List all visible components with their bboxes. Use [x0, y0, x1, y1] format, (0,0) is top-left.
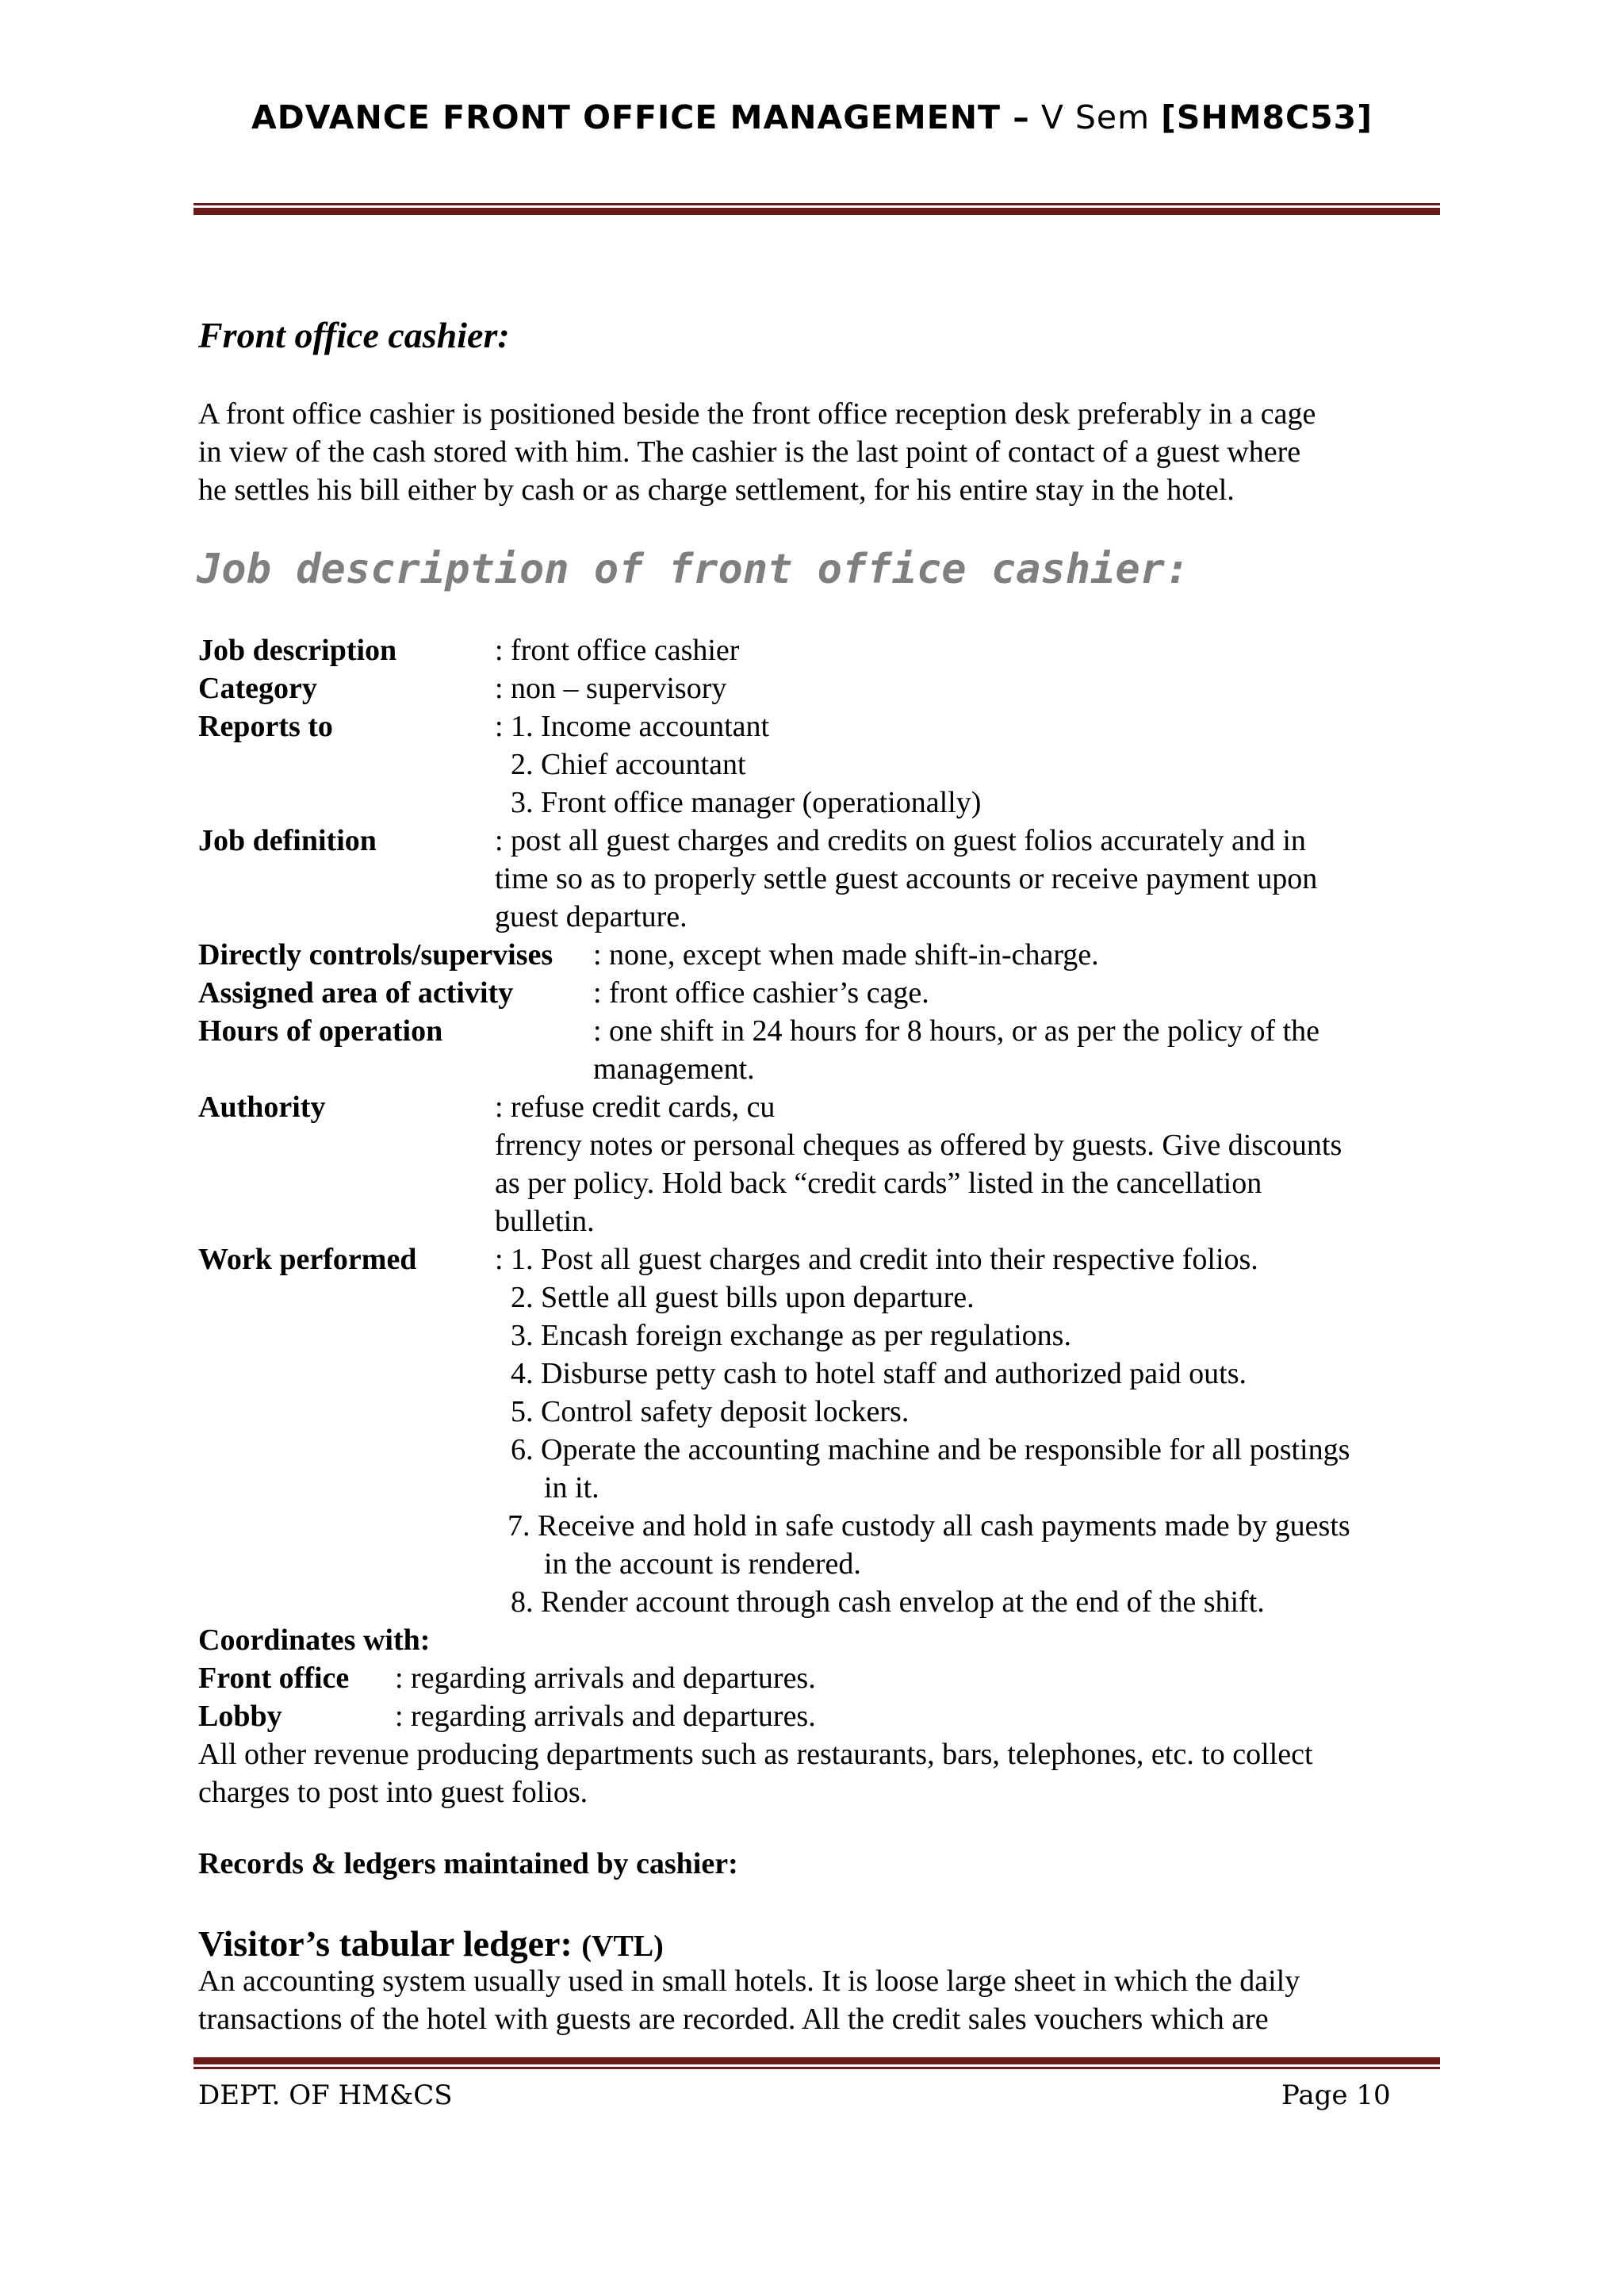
section-heading-front-office-cashier: Front office cashier: [198, 315, 510, 355]
paragraph-line: in view of the cash stored with him. The cashier is the last point of contact of a guest where [198, 435, 1301, 469]
label-job-description: Job description [198, 634, 397, 667]
work-item: 4. Disburse petty cash to hotel staff and authorized paid outs. [511, 1357, 1247, 1390]
value-directly-controls: : none, except when made shift-in-charge. [593, 938, 1099, 972]
work-item: 7. Receive and hold in safe custody all cash payments made by guests [508, 1509, 1350, 1543]
label-directly-controls: Directly controls/supervises [198, 938, 553, 972]
authority-line: bulletin. [495, 1205, 595, 1238]
value-category: : non – supervisory [495, 672, 727, 705]
label-authority: Authority [198, 1091, 326, 1124]
hours-line: : one shift in 24 hours for 8 hours, or as per the policy of the [593, 1014, 1320, 1048]
paragraph-line: he settles his bill either by cash or as charge settlement, for his entire stay in the hotel. [198, 473, 1235, 507]
paragraph-line: charges to post into guest folios. [198, 1776, 588, 1809]
work-item: 5. Control safety deposit lockers. [511, 1395, 910, 1428]
page-header [0, 98, 1624, 136]
reports-to-item: 2. Chief accountant [511, 748, 746, 781]
header-semester: V Sem [1040, 98, 1151, 136]
label-reports-to: Reports to [198, 710, 333, 743]
paragraph-line: transactions of the hotel with guests are recorded. All the credit sales vouchers which are [198, 2003, 1269, 2036]
label-job-definition: Job definition [198, 824, 377, 857]
label-lobby: Lobby [198, 1700, 282, 1733]
authority-line: as per policy. Hold back “credit cards” listed in the cancellation [495, 1167, 1262, 1200]
header-course-code: [SHM8C53] [1161, 98, 1373, 136]
footer-page-number: Page 10 [1281, 2079, 1391, 2111]
work-item: 2. Settle all guest bills upon departure. [511, 1281, 975, 1314]
vtl-heading [198, 1922, 664, 1964]
paragraph-line: All other revenue producing departments such as restaurants, bars, telephones, etc. to collect [198, 1738, 1313, 1771]
label-work-performed: Work performed [198, 1243, 417, 1276]
paragraph-line: A front office cashier is positioned beside the front office reception desk preferably in a cage [198, 397, 1316, 431]
hours-line: management. [593, 1052, 755, 1086]
authority-line: frrency notes or personal cheques as offered by guests. Give discounts [495, 1129, 1342, 1162]
vtl-heading-text: Visitor’s tabular ledger: [198, 1923, 573, 1964]
footer-rule [193, 2057, 1440, 2069]
section-heading-job-description: Job description of front office cashier: [197, 546, 1190, 593]
label-hours-of-operation: Hours of operation [198, 1014, 443, 1048]
paragraph-line: An accounting system usually used in small hotels. It is loose large sheet in which the daily [198, 1964, 1300, 1998]
vtl-abbreviation: (VTL) [581, 1930, 664, 1963]
work-item: 3. Encash foreign exchange as per regulations. [511, 1319, 1071, 1352]
reports-to-item: 3. Front office manager (operationally) [511, 786, 982, 819]
value-lobby: : regarding arrivals and departures. [395, 1700, 816, 1733]
reports-to-item: : 1. Income accountant [495, 710, 770, 743]
job-definition-line: : post all guest charges and credits on guest folios accurately and in [495, 824, 1306, 857]
records-heading: Records & ledgers maintained by cashier: [198, 1847, 738, 1880]
header-title: ADVANCE FRONT OFFICE MANAGEMENT – [251, 98, 1030, 136]
work-item-continuation: in it. [544, 1471, 599, 1504]
header-rule [193, 203, 1440, 215]
label-assigned-area: Assigned area of activity [198, 976, 514, 1010]
value-job-description: : front office cashier [495, 634, 740, 667]
authority-line: : refuse credit cards, cu [495, 1091, 776, 1124]
value-assigned-area: : front office cashier’s cage. [593, 976, 929, 1010]
label-front-office: Front office [198, 1662, 350, 1695]
value-front-office: : regarding arrivals and departures. [395, 1662, 816, 1695]
coordinates-heading: Coordinates with: [198, 1623, 431, 1657]
work-item: 6. Operate the accounting machine and be responsible for all postings [511, 1433, 1350, 1466]
job-definition-line: time so as to properly settle guest accounts or receive payment upon [495, 862, 1318, 895]
work-item: 8. Render account through cash envelop at the end of the shift. [511, 1585, 1265, 1619]
label-category: Category [198, 672, 317, 705]
job-definition-line: guest departure. [495, 900, 688, 933]
footer-department: DEPT. OF HM&CS [198, 2079, 453, 2111]
work-item: : 1. Post all guest charges and credit into their respective folios. [495, 1243, 1258, 1276]
work-item-continuation: in the account is rendered. [544, 1547, 861, 1581]
